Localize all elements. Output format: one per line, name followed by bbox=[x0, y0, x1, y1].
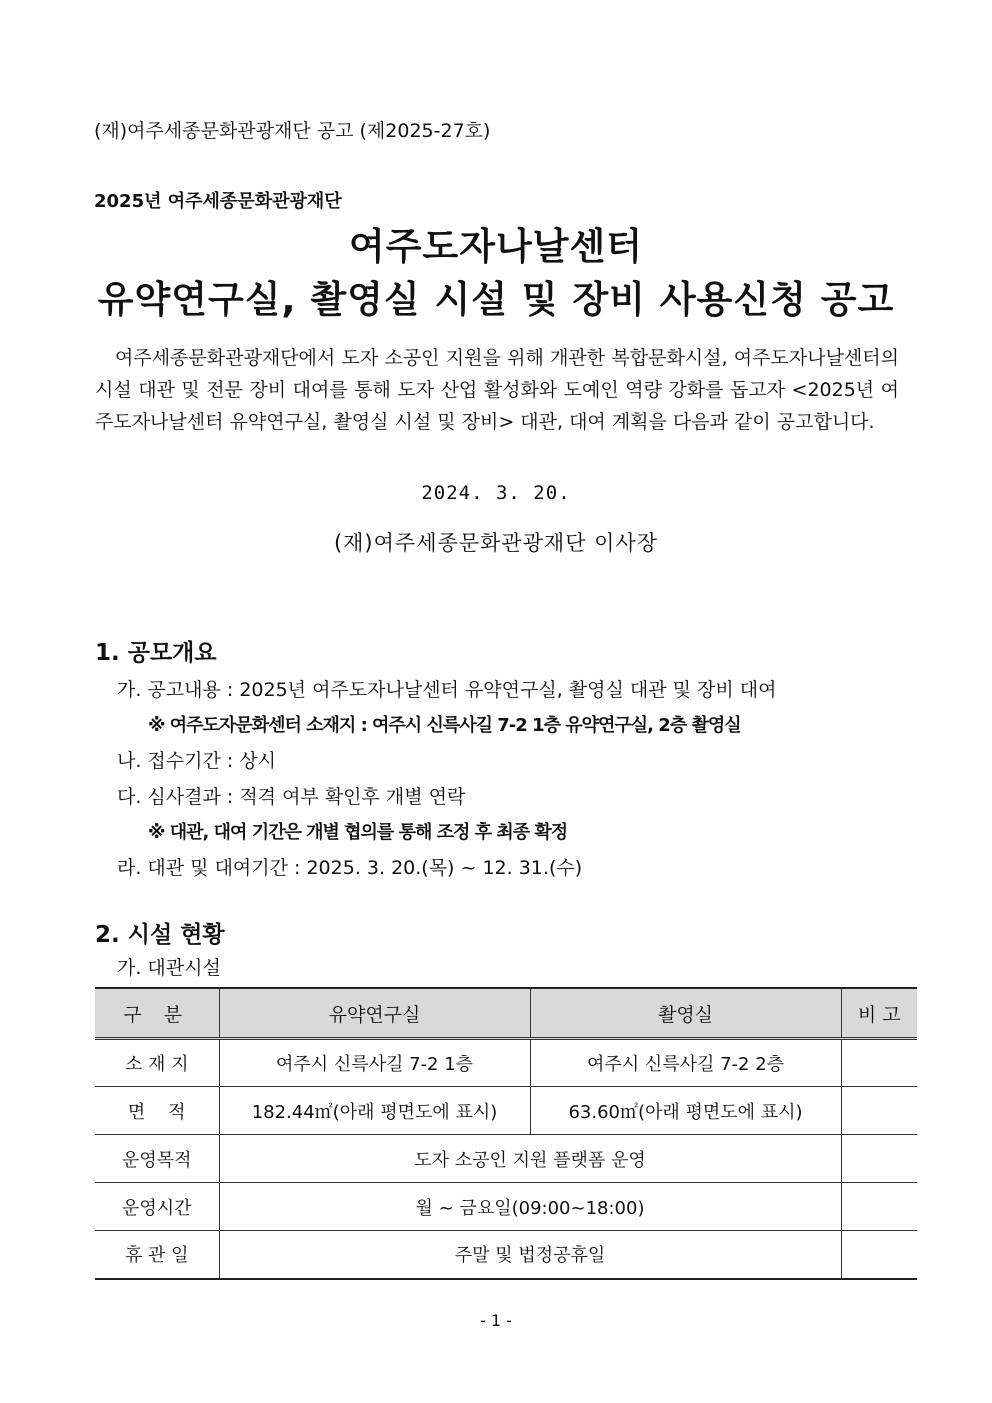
row-label: 휴 관 일 bbox=[95, 1231, 219, 1279]
table-cell: 여주시 신륵사길 7-2 2층 bbox=[530, 1039, 841, 1087]
remark-cell bbox=[841, 1039, 917, 1087]
table-cell: 여주시 신륵사길 7-2 1층 bbox=[219, 1039, 530, 1087]
table-row bbox=[95, 1231, 917, 1279]
section-1-item-c: 다. 심사결과 : 적격 여부 확인후 개별 연락 bbox=[117, 786, 466, 808]
table-header-cell: 유약연구실 bbox=[219, 988, 530, 1039]
table-cell: 63.60㎡(아래 평면도에 표시) bbox=[530, 1087, 841, 1135]
table-row bbox=[95, 1039, 917, 1087]
intro-paragraph bbox=[95, 342, 899, 438]
issuer-name: (재)여주세종문화관광재단 이사장 bbox=[333, 531, 659, 555]
table-cell: 182.44㎡(아래 평면도에 표시) bbox=[219, 1087, 530, 1135]
table-row bbox=[95, 1087, 917, 1135]
title-line-2: 유약연구실, 촬영실 시설 및 장비 사용신청 공고 bbox=[97, 278, 895, 321]
table-header-cell: 촬영실 bbox=[530, 988, 841, 1039]
remark-cell bbox=[841, 1087, 917, 1135]
table-header-cell: 비 고 bbox=[841, 988, 917, 1039]
table-cell-merged: 주말 및 법정공휴일 bbox=[219, 1231, 841, 1279]
section-1-item-a: 가. 공고내용 : 2025년 여주도자나날센터 유약연구실, 촬영실 대관 및 장비 대여 bbox=[117, 679, 777, 701]
row-label: 면 적 bbox=[95, 1087, 219, 1135]
section-1-note-c: ※ 대관, 대여 기간은 개별 협의를 통해 조정 후 최종 확정 bbox=[148, 822, 568, 843]
row-label: 소 재 지 bbox=[95, 1039, 219, 1087]
table-header-row bbox=[95, 988, 917, 1039]
remark-cell bbox=[841, 1231, 917, 1279]
section-1-item-d: 라. 대관 및 대여기간 : 2025. 3. 20.(목) ~ 12. 31.(수) bbox=[117, 857, 583, 879]
section-1-note-a: ※ 여주도자문화센터 소재지 : 여주시 신륵사길 7-2 1층 유약연구실, 2층 촬영실 bbox=[148, 715, 741, 736]
section-2-heading: 2. 시설 현황 bbox=[95, 922, 225, 948]
table-cell-merged: 도자 소공인 지원 플랫폼 운영 bbox=[219, 1135, 841, 1183]
table-row bbox=[95, 1183, 917, 1231]
remark-cell bbox=[841, 1135, 917, 1183]
table-row bbox=[95, 1135, 917, 1183]
title-line-1: 여주도자나날센터 bbox=[349, 225, 643, 268]
section-1-heading: 1. 공모개요 bbox=[95, 640, 217, 666]
row-label: 운영시간 bbox=[95, 1183, 219, 1231]
intro-text: 여주세종문화관광재단에서 도자 소공인 지원을 위해 개관한 복합문화시설, 여주도자나날센터의 시설 대관 및 전문 장비 대여를 통해 도자 산업 활성화와 도예인 역량 강화를 돕고자 <2025년 여주도자나날센터 유약연구실, 촬영실 시설 및 장비> 대관, 대여 계획을 다음과 같이 공고합니다. bbox=[95, 347, 899, 433]
table-header-cell: 구 분 bbox=[95, 988, 219, 1039]
remark-cell bbox=[841, 1183, 917, 1231]
page-number: - 1 - bbox=[480, 1311, 512, 1330]
facility-table bbox=[95, 987, 917, 1280]
section-2-item-a: 가. 대관시설 bbox=[117, 957, 221, 979]
notice-date: 2024. 3. 20. bbox=[421, 482, 571, 504]
section-1-item-b: 나. 접수기간 : 상시 bbox=[117, 750, 277, 772]
row-label: 운영목적 bbox=[95, 1135, 219, 1183]
org-year-label: 2025년 여주세종문화관광재단 bbox=[94, 191, 342, 212]
notice-number: (재)여주세종문화관광재단 공고 (제2025-27호) bbox=[94, 120, 491, 142]
table-cell-merged: 월 ~ 금요일(09:00~18:00) bbox=[219, 1183, 841, 1231]
